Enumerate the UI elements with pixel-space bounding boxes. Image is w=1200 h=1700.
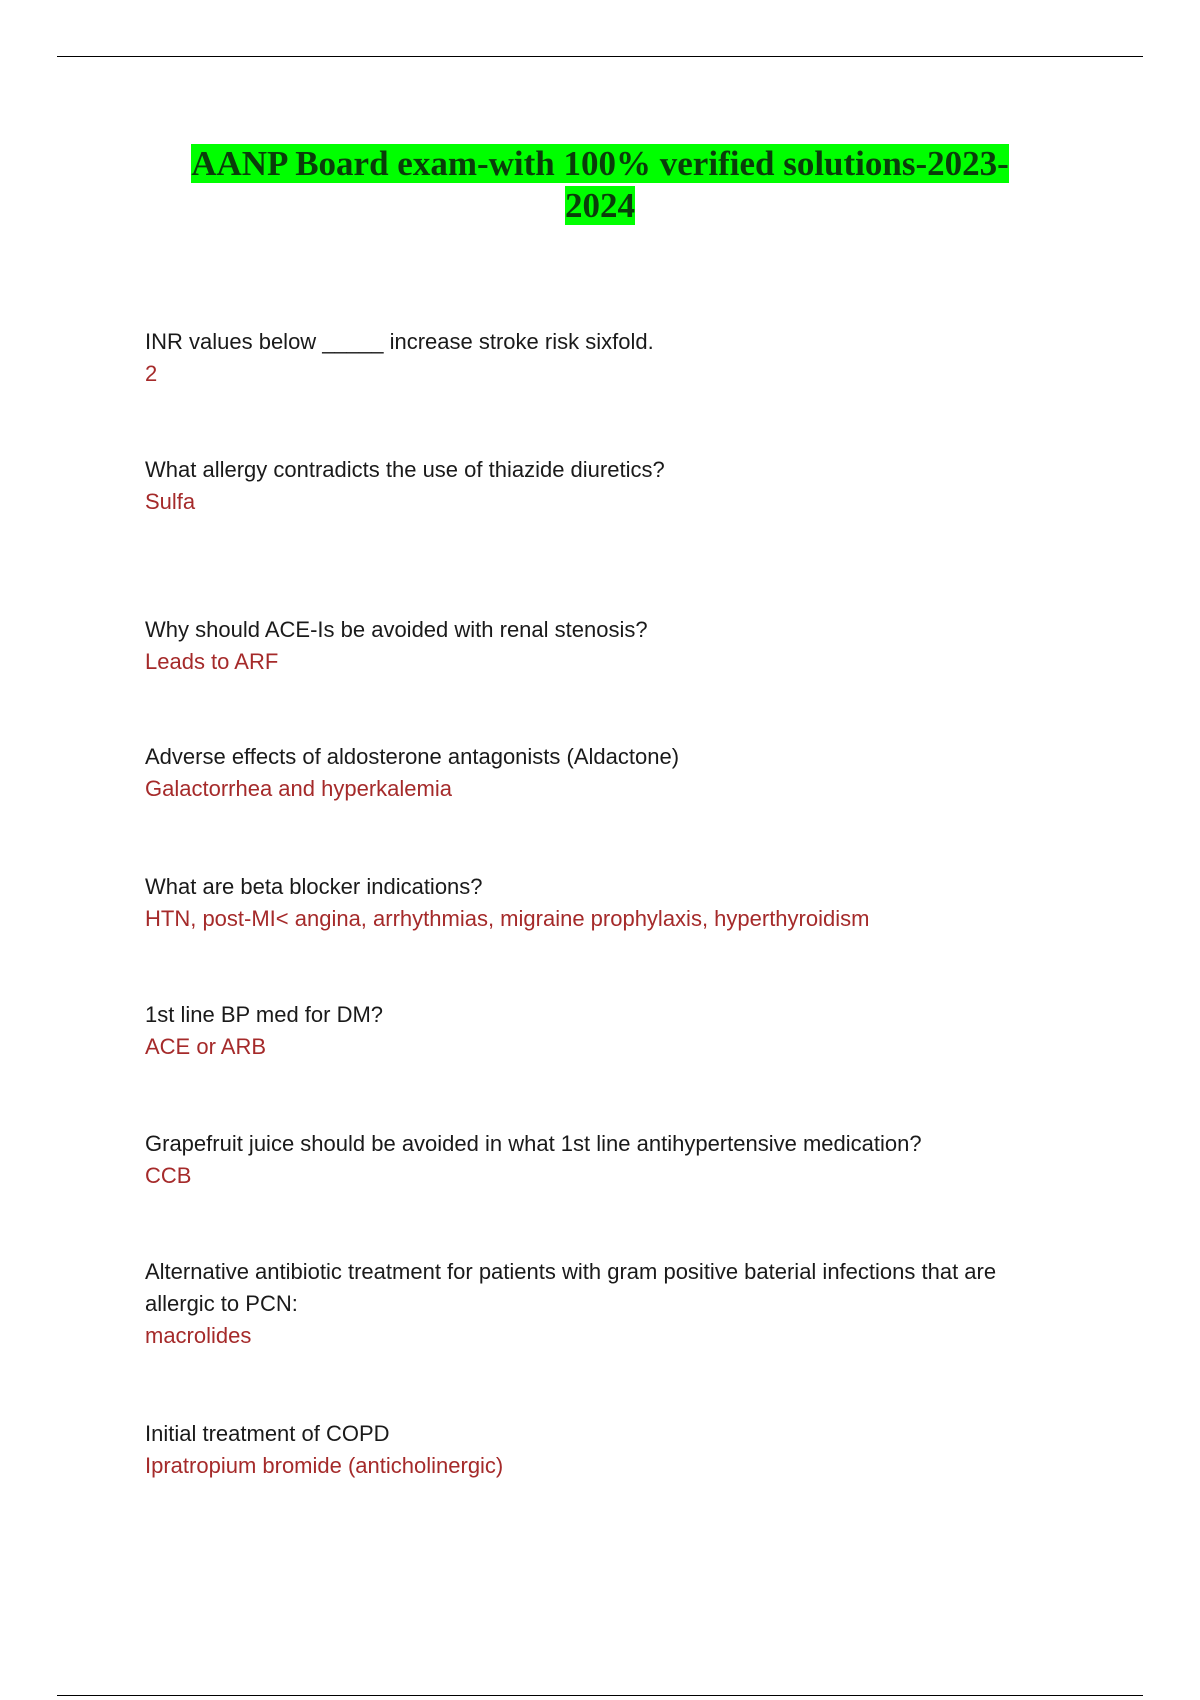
- qa-item: [145, 1418, 1045, 1482]
- qa-item: [145, 614, 1045, 678]
- title-block: [0, 143, 1200, 227]
- qa-item: [145, 741, 1045, 805]
- question-text: Grapefruit juice should be avoided in what 1st line antihypertensive medication?: [145, 1131, 922, 1156]
- qa-item: [145, 1128, 1045, 1192]
- question-text: 1st line BP med for DM?: [145, 1002, 384, 1027]
- qa-item: [145, 1256, 1045, 1352]
- bottom-rule: [57, 1695, 1143, 1696]
- question-text: INR values below _____ increase stroke risk sixfold.: [145, 329, 654, 354]
- answer-text: macrolides: [145, 1323, 252, 1348]
- answer-text: Sulfa: [145, 489, 196, 514]
- answer-text: Galactorrhea and hyperkalemia: [145, 776, 452, 801]
- answer-text: HTN, post-MI< angina, arrhythmias, migraine prophylaxis, hyperthyroidism: [145, 906, 870, 931]
- question-text: Alternative antibiotic treatment for patients with gram positive baterial infections that are allergic to PCN:: [145, 1259, 997, 1316]
- question-text: What allergy contradicts the use of thiazide diuretics?: [145, 457, 665, 482]
- answer-text: Leads to ARF: [145, 649, 279, 674]
- question-text: What are beta blocker indications?: [145, 874, 483, 899]
- qa-item: [145, 326, 1045, 390]
- question-text: Adverse effects of aldosterone antagonists (Aldactone): [145, 744, 680, 769]
- question-text: Why should ACE-Is be avoided with renal stenosis?: [145, 617, 648, 642]
- question-text: Initial treatment of COPD: [145, 1421, 390, 1446]
- qa-item: [145, 454, 1045, 518]
- answer-text: CCB: [145, 1163, 192, 1188]
- document-title: AANP Board exam-with 100% verified solutions-2023-2024: [191, 144, 1009, 225]
- top-rule: [57, 56, 1143, 57]
- answer-text: Ipratropium bromide (anticholinergic): [145, 1453, 504, 1478]
- answer-text: 2: [145, 361, 158, 386]
- answer-text: ACE or ARB: [145, 1034, 267, 1059]
- qa-item: [145, 871, 1045, 935]
- qa-item: [145, 999, 1045, 1063]
